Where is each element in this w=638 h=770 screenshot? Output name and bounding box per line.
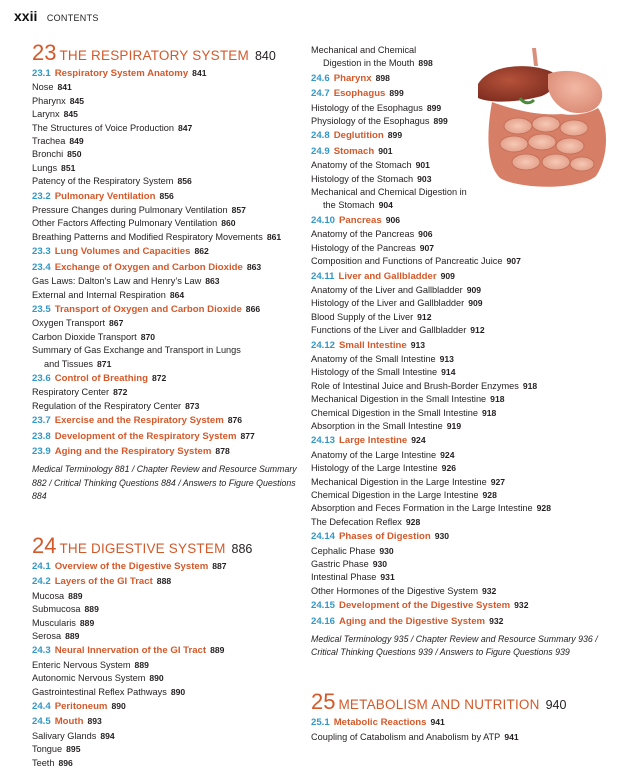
section-heading[interactable]: 24.11 Liver and Gallbladder 909 [311,270,455,282]
toc-entry[interactable]: Larynx 845 [32,109,78,120]
toc-entry[interactable]: Histology of the Pancreas 907 [311,242,435,253]
toc-entry[interactable]: Chemical Digestion in the Large Intestine 928 [311,490,497,500]
section-heading[interactable]: 24.14 Phases of Digestion 930 [311,531,450,543]
toc-entry[interactable]: Anatomy of the Liver and Gallbladder 909 [311,284,482,295]
chapter-review-line: Medical Terminology 881 / Chapter Review and Resource Summary 882 / Critical Thinking Questions 884 / Answers to Figure Questions 884 [32,464,297,501]
toc-entry[interactable]: Absorption in the Small Intestine 919 [311,420,462,431]
section-heading[interactable]: 24.5 Mouth 893 [32,716,102,728]
toc-entry[interactable]: Mechanical and Chemical [311,45,417,55]
toc-entry[interactable]: Serosa 889 [32,631,80,642]
section-heading[interactable]: 24.8 Deglutition 899 [311,130,403,142]
page-number: xxii [14,8,38,24]
section-heading[interactable]: 24.7 Esophagus 899 [311,88,404,100]
toc-entry[interactable]: Cephalic Phase 930 [311,545,394,556]
section-heading[interactable]: 24.6 Pharynx 898 [311,72,390,84]
section-heading[interactable]: 24.9 Stomach 901 [311,145,393,157]
toc-entry[interactable]: Tongue 895 [32,744,81,755]
section-heading[interactable]: 24.3 Neural Innervation of the GI Tract 889 [32,645,225,657]
chapter-heading[interactable]: 25 METABOLISM AND NUTRITION 940 [311,689,567,715]
section-heading[interactable]: 24.13 Large Intestine 924 [311,435,426,447]
section-heading[interactable]: 24.2 Layers of the GI Tract 888 [32,576,172,588]
section-heading[interactable]: 23.2 Pulmonary Ventilation 856 [32,190,174,202]
section-heading[interactable]: 23.9 Aging and the Respiratory System 878 [32,445,230,457]
toc-entry[interactable]: Anatomy of the Pancreas 906 [311,229,433,240]
toc-entry[interactable]: Other Hormones of the Digestive System 932 [311,585,497,596]
chapter-heading[interactable]: 23 THE RESPIRATORY SYSTEM 840 [32,40,276,65]
toc-entry[interactable]: Salivary Glands 894 [32,730,115,741]
toc-entry[interactable]: Muscularis 889 [32,617,95,628]
section-heading[interactable]: 23.4 Exchange of Oxygen and Carbon Dioxide 863 [32,261,262,273]
section-heading[interactable]: 24.15 Development of the Digestive System 932 [311,600,529,612]
toc-entry-continuation[interactable]: and Tissues 871 [44,358,112,369]
toc-entry[interactable]: Patency of the Respiratory System 856 [32,176,192,187]
toc-entry-continuation[interactable]: the Stomach 904 [323,200,393,211]
toc-entry[interactable]: Other Factors Affecting Pulmonary Ventilation 860 [32,218,236,229]
toc-entry[interactable]: Intestinal Phase 931 [311,572,395,583]
section-heading[interactable]: 23.5 Transport of Oxygen and Carbon Dioxide 866 [32,303,261,315]
toc-entry[interactable]: Submucosa 889 [32,604,99,615]
section-heading[interactable]: 24.4 Peritoneum 890 [32,701,126,713]
toc-entry[interactable]: Absorption and Feces Formation in the Large Intestine 928 [311,503,551,514]
toc-entry[interactable]: Nose 841 [32,82,72,93]
toc-entry[interactable]: Composition and Functions of Pancreatic Juice 907 [311,256,521,267]
section-heading[interactable]: 23.7 Exercise and the Respiratory System 876 [32,415,243,427]
toc-entry[interactable]: Oxygen Transport 867 [32,318,124,329]
toc-entry[interactable]: Respiratory Center 872 [32,387,128,398]
toc-entry[interactable]: Histology of the Large Intestine 926 [311,463,457,474]
running-head: CONTENTS [46,13,99,23]
toc-entry[interactable]: Breathing Patterns and Modified Respiratory Movements 861 [32,231,282,242]
section-heading[interactable]: 24.16 Aging and the Digestive System 932 [311,615,504,627]
section-heading[interactable]: 24.12 Small Intestine 913 [311,339,426,351]
toc-entry[interactable]: Histology of the Esophagus 899 [311,102,442,113]
toc-entry[interactable]: Lungs 851 [32,162,76,173]
toc-entry[interactable]: Mucosa 889 [32,590,83,601]
toc-entry[interactable]: The Structures of Voice Production 847 [32,122,193,133]
toc-entry[interactable]: Chemical Digestion in the Small Intestine 918 [311,407,497,418]
toc-entry[interactable]: External and Internal Respiration 864 [32,289,185,300]
chapter-heading[interactable]: 24 THE DIGESTIVE SYSTEM 886 [32,532,253,558]
section-heading[interactable]: 24.1 Overview of the Digestive System 887 [32,560,227,572]
toc-entry[interactable]: Mechanical Digestion in the Large Intestine 927 [311,476,506,487]
toc-entry[interactable]: Physiology of the Esophagus 899 [311,116,448,127]
toc-entry[interactable]: Teeth 896 [32,757,73,768]
toc-entry[interactable]: Pressure Changes during Pulmonary Ventilation 857 [32,205,246,216]
toc-entry[interactable]: Regulation of the Respiratory Center 873 [32,400,200,411]
toc-entry[interactable]: Gastric Phase 930 [311,559,388,570]
toc-entry[interactable]: Trachea 849 [32,136,84,147]
digestive-organs-icon [470,44,622,194]
toc-entry[interactable]: Anatomy of the Stomach 901 [311,160,430,171]
toc-entry[interactable]: Anatomy of the Large Intestine 924 [311,449,455,460]
toc-entry[interactable]: Coupling of Catabolism and Anabolism by ATP 941 [311,731,519,742]
toc-entry[interactable]: Blood Supply of the Liver 912 [311,311,432,322]
page-header [14,8,99,26]
section-heading[interactable]: 24.10 Pancreas 906 [311,214,401,226]
toc-entry[interactable]: Histology of the Small Intestine 914 [311,367,456,378]
chapter-review-line: Medical Terminology 935 / Chapter Review and Resource Summary 936 / Critical Thinking Questions 939 / Answers to Figure Questions 939 [311,634,598,658]
toc-entry[interactable]: Carbon Dioxide Transport 870 [32,331,156,342]
toc-entry[interactable]: Anatomy of the Small Intestine 913 [311,353,454,364]
toc-entry[interactable]: Mechanical and Chemical Digestion in [311,187,467,198]
section-heading[interactable]: 23.1 Respiratory System Anatomy 841 [32,68,207,79]
toc-entry[interactable]: Gas Laws: Dalton’s Law and Henry’s Law 863 [32,276,220,287]
section-heading[interactable]: 23.6 Control of Breathing 872 [32,372,167,384]
toc-entry[interactable]: Bronchi 850 [32,149,82,160]
toc-entry[interactable]: Histology of the Liver and Gallbladder 909 [311,298,483,309]
toc-entry[interactable]: Enteric Nervous System 889 [32,659,149,670]
toc-entry[interactable]: Functions of the Liver and Gallbladder 912 [311,325,485,336]
toc-entry[interactable]: Mechanical Digestion in the Small Intestine 918 [311,394,505,405]
section-heading[interactable]: 25.1 Metabolic Reactions 941 [311,717,445,729]
toc-entry-continuation[interactable]: Digestion in the Mouth 898 [323,58,433,69]
toc-entry[interactable]: The Defecation Reflex 928 [311,516,421,527]
left-column [32,40,300,770]
section-heading[interactable]: 23.8 Development of the Respiratory System 877 [32,430,255,442]
section-heading[interactable]: 23.3 Lung Volumes and Capacities 862 [32,246,209,258]
toc-entry[interactable]: Role of Intestinal Juice and Brush-Border Enzymes 918 [311,380,538,391]
toc-entry[interactable]: Histology of the Stomach 903 [311,173,432,184]
toc-entry[interactable]: Autonomic Nervous System 890 [32,673,164,684]
toc-entry[interactable]: Gastrointestinal Reflex Pathways 890 [32,686,186,697]
toc-entry[interactable]: Pharynx 845 [32,95,85,106]
toc-entry[interactable]: Summary of Gas Exchange and Transport in Lungs [32,345,241,356]
